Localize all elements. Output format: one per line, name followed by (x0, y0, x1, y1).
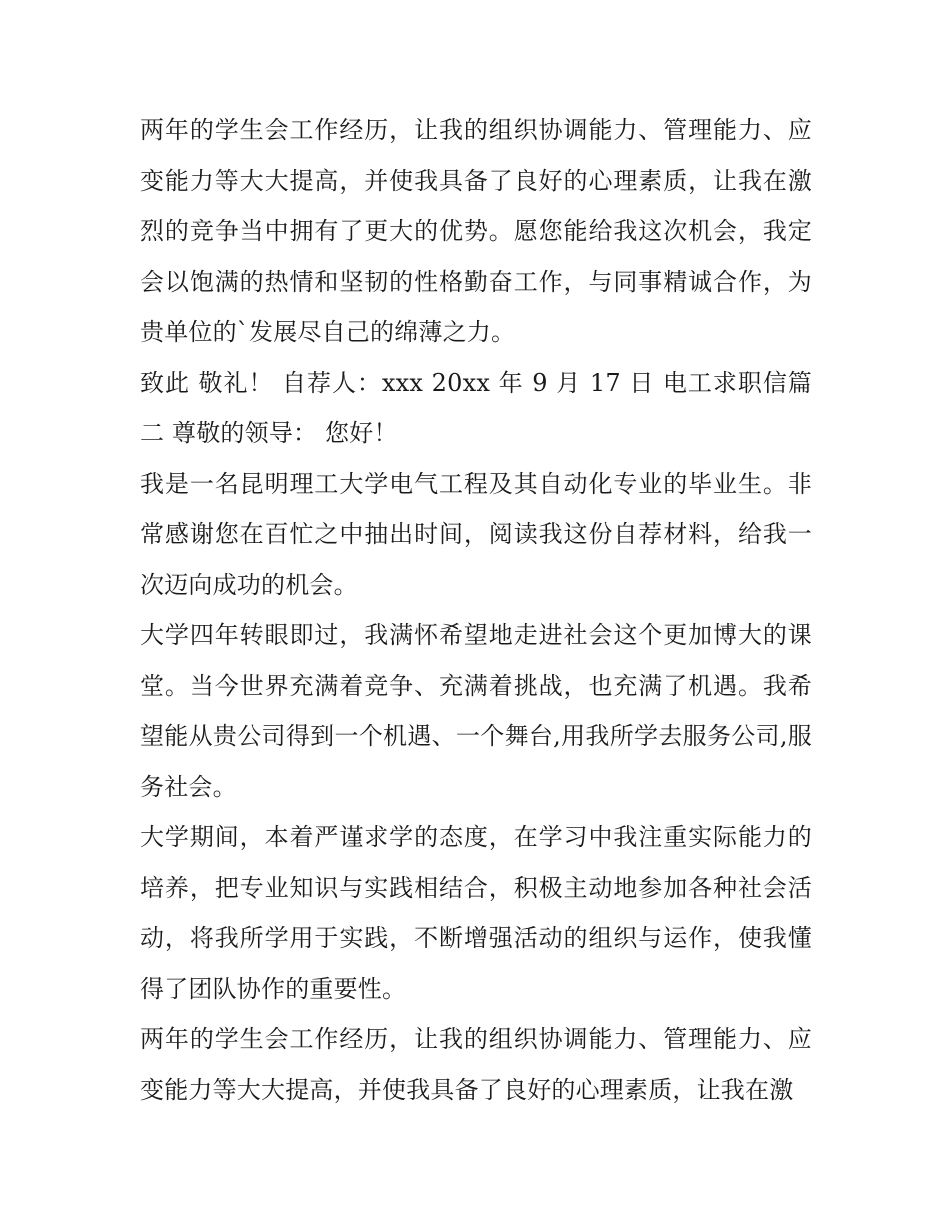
paragraph-closing-and-letter-two-greeting: 致此 敬礼！ 自荐人：xxx 20xx 年 9 月 17 日 电工求职信篇二 尊敬的领导： 您好！ (140, 368, 812, 447)
paragraph-self-introduction: 我是一名昆明理工大学电气工程及其自动化专业的毕业生。非常感谢您在百忙之中抽出时间，阅读我这份自荐材料，给我一次迈向成功的机会。 (140, 469, 812, 599)
document-body (140, 105, 812, 1115)
paragraph-study-attitude: 大学期间，本着严谨求学的态度，在学习中我注重实际能力的培养，把专业知识与实践相结合，积极主动地参加各种社会活动，将我所学用于实践，不断增强活动的组织与运作，使我懂得了团队协作的重要性。 (140, 823, 812, 1003)
paragraph-university-years: 大学四年转眼即过，我满怀希望地走进社会这个更加博大的课堂。当今世界充满着竞争、充满着挑战，也充满了机遇。我希望能从贵公司得到一个机遇、一个舞台,用我所学去服务公司,服务社会。 (140, 621, 812, 801)
paragraph-student-union-experience-repeat: 两年的学生会工作经历，让我的组织协调能力、管理能力、应变能力等大大提高，并使我具备了良好的心理素质，让我在激 (140, 1025, 812, 1104)
paragraph-student-union-experience: 两年的学生会工作经历，让我的组织协调能力、管理能力、应变能力等大大提高，并使我具备了良好的心理素质，让我在激烈的竞争当中拥有了更大的优势。愿您能给我这次机会，我定会以饱满的热情和坚韧的性格勤奋工作，与同事精诚合作，为贵单位的`发展尽自己的绵薄之力。 (140, 116, 812, 346)
